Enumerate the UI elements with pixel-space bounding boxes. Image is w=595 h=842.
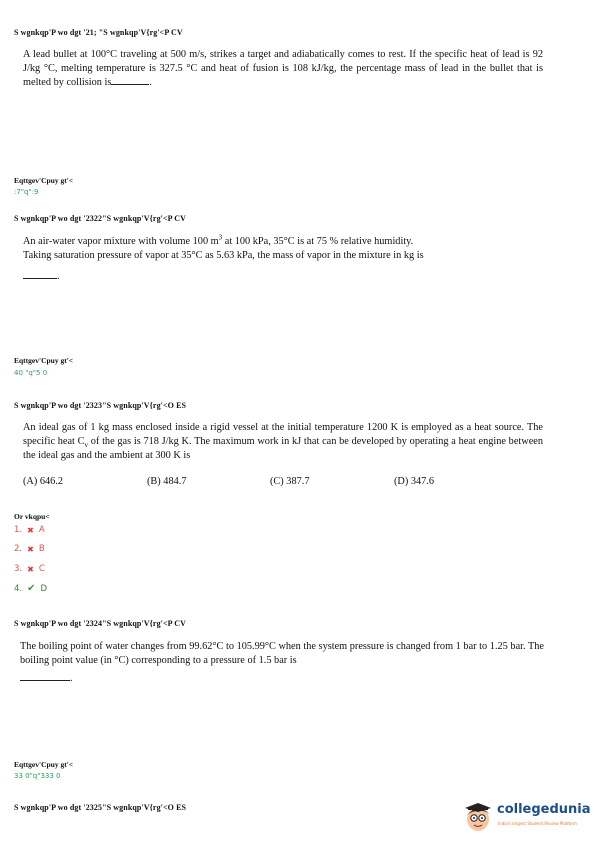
option-letter: A: [38, 525, 45, 535]
option-letter: D: [40, 583, 48, 594]
choice-b: (B) 484.7: [147, 476, 187, 487]
question-body: A lead bullet at 100°C traveling at 500 m/s, strikes a target and adiabatically comes to rest. If the specific heat of lead is 92 J/kg °C, melting temperature is 327.5 °C and heat of fusion is 108 kJ/kg, the percentage mass of lead in the bullet that is melted by collision is: [23, 49, 543, 88]
option-number: 3.: [14, 564, 23, 574]
correct-answer-value: :7"q":9: [14, 188, 39, 196]
option-letter: C: [38, 564, 45, 574]
logo-name: collegedunia: [497, 802, 591, 817]
choice-a: (A) 646.2: [23, 476, 64, 487]
answer-blank: [111, 76, 149, 85]
choice-d: (D) 347.6: [394, 476, 435, 487]
question-header: S wgnkqp'P wo dgt '2324"S wgnkqp'V{rg'<P CV: [14, 619, 187, 628]
option-number: 1.: [14, 525, 23, 535]
question-text: [23, 48, 543, 90]
question-header: S wgnkqp'P wo dgt '2325"S wgnkqp'V{rg'<O ES: [14, 803, 187, 812]
check-icon: ✔: [27, 583, 36, 594]
question-header: S wgnkqp'P wo dgt '2322"S wgnkqp'V{rg'<P CV: [14, 214, 187, 223]
answer-blank: [23, 270, 57, 279]
choice-c: (C) 387.7: [270, 476, 310, 487]
option-row: [14, 564, 45, 574]
question-text: [23, 235, 543, 263]
period: .: [70, 673, 73, 684]
correct-answer-value: 40 "q"5 0: [14, 369, 48, 377]
option-row: [14, 525, 45, 535]
options-label: Or vkqpu<: [14, 512, 50, 521]
answer-blank-line: [23, 270, 60, 282]
period: .: [149, 77, 152, 88]
correct-answer-label: Eqttgev'Cpuy gt'<: [14, 760, 74, 769]
option-row: [14, 544, 45, 554]
cross-icon: ✖: [27, 544, 34, 554]
correct-answer-value: 33 0"q"333 0: [14, 772, 61, 780]
option-letter: B: [38, 544, 45, 554]
question-text: The boiling point of water changes from 99.62°C to 105.99°C when the system pressure is changed from 1 bar to 1.25 bar. The boiling point value (in °C) corresponding to a pressure of 1.5 bar is: [20, 641, 544, 666]
cross-icon: ✖: [27, 564, 34, 574]
correct-answer-label: Eqttgev'Cpuy gt'<: [14, 356, 74, 365]
period: .: [57, 271, 60, 282]
question-body: at 100 kPa, 35°C is at 75 % relative humidity.: [222, 236, 414, 247]
cross-icon: ✖: [27, 525, 34, 535]
option-row: [14, 583, 47, 594]
question-header: S wgnkqp'P wo dgt '21; "S wgnkqp'V{rg'<P CV: [14, 28, 183, 37]
superscript: 3: [218, 233, 223, 242]
answer-blank: [20, 672, 70, 681]
option-number: 4.: [14, 583, 23, 594]
logo-mascot-icon: [464, 803, 494, 833]
question-line: [23, 235, 543, 249]
logo-tagline: India's largest Student Review Platform: [498, 821, 577, 826]
question-text: [23, 421, 543, 463]
question-header: S wgnkqp'P wo dgt '2323"S wgnkqp'V{rg'<O ES: [14, 401, 187, 410]
option-number: 2.: [14, 544, 23, 554]
question-line: Taking saturation pressure of vapor at 35°C as 5.63 kPa, the mass of vapor in the mixture in kg is: [23, 250, 424, 261]
question-body: An ideal gas of 1 kg mass enclosed inside a rigid vessel at the initial temperature 1200 K is employed as a heat source. The specific heat C: [23, 422, 543, 447]
answer-blank-line: [20, 672, 73, 684]
question-body: An air-water vapor mixture with volume 100 m: [23, 236, 219, 247]
question-body: of the gas is 718 J/kg K. The maximum work in kJ that can be developed by operating a heat engine between the ideal gas and the ambient at 300 K is: [23, 436, 543, 461]
correct-answer-label: Eqttgev'Cpuy gt'<: [14, 176, 74, 185]
subscript: v: [84, 441, 89, 450]
